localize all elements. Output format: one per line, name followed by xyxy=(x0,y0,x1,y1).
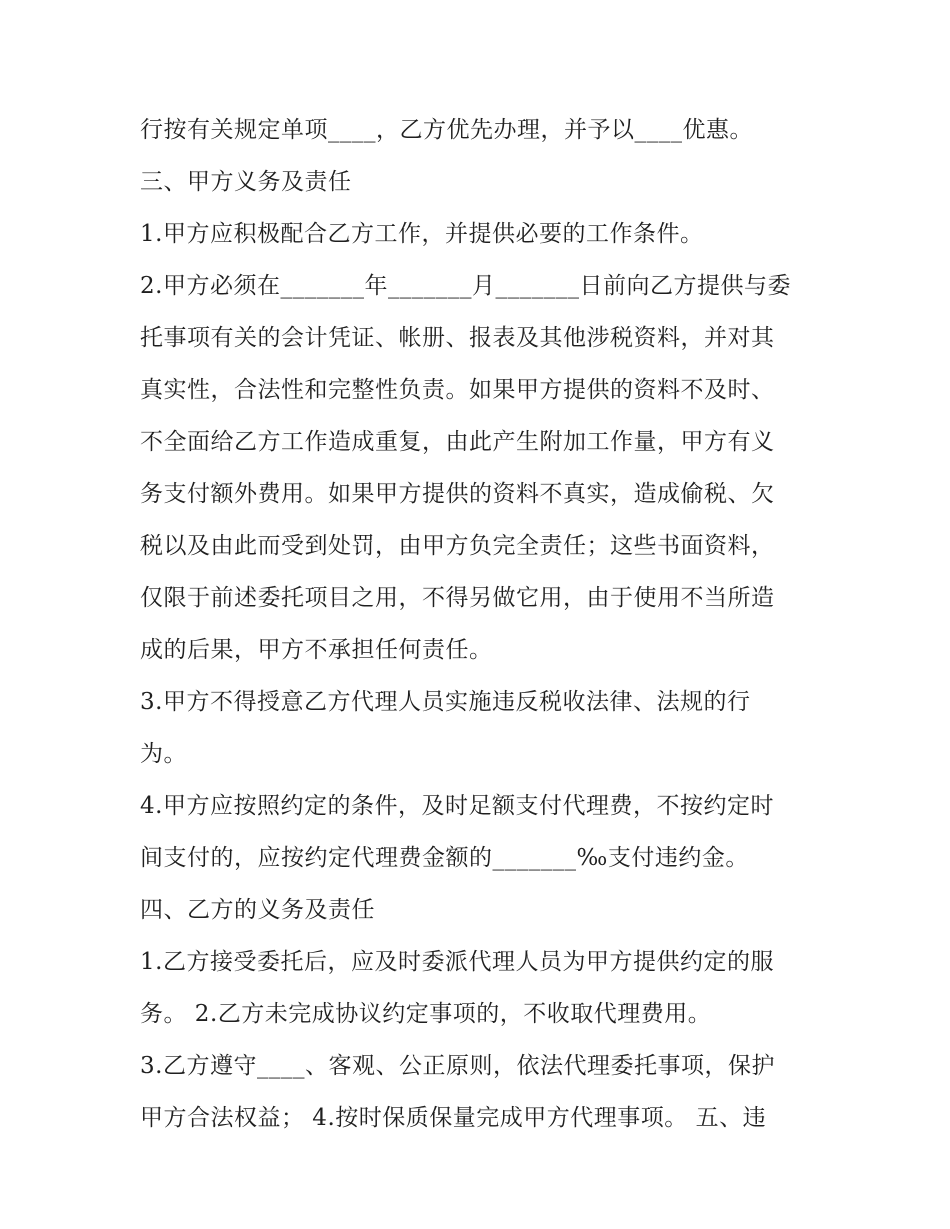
text-line: 甲方合法权益； 4.按时保质保量完成甲方代理事项。 五、违 xyxy=(140,1105,767,1131)
text-line: 3.甲方不得授意乙方代理人员实施违反税收法律、法规的行 xyxy=(140,689,751,715)
text-line: 成的后果，甲方不承担任何责任。 xyxy=(140,637,493,663)
text-line: 2.甲方必须在_______年_______月_______日前向乙方提供与委 xyxy=(140,273,791,299)
text-line: 4.甲方应按照约定的条件，及时足额支付代理费，不按约定时 xyxy=(140,793,774,819)
section-heading: 四、乙方的义务及责任 xyxy=(140,897,375,923)
text-line: 不全面给乙方工作造成重复，由此产生附加工作量，甲方有义 xyxy=(140,429,775,455)
text-line: 税以及由此而受到处罚，由甲方负完全责任；这些书面资料， xyxy=(140,533,775,559)
text-line: 仅限于前述委托项目之用，不得另做它用，由于使用不当所造 xyxy=(140,585,775,611)
text-line: 行按有关规定单项____，乙方优先办理，并予以____优惠。 xyxy=(140,117,753,143)
text-line: 间支付的，应按约定代理费金额的_______‰支付违约金。 xyxy=(140,845,749,871)
text-line: 1.乙方接受委托后，应及时委派代理人员为甲方提供约定的服 xyxy=(140,949,774,975)
text-line: 真实性，合法性和完整性负责。如果甲方提供的资料不及时、 xyxy=(140,377,775,403)
section-heading: 三、甲方义务及责任 xyxy=(140,169,352,195)
text-line: 务。 2.乙方未完成协议约定事项的，不收取代理费用。 xyxy=(140,1001,712,1027)
text-line: 1.甲方应积极配合乙方工作，并提供必要的工作条件。 xyxy=(140,221,704,247)
text-line: 为。 xyxy=(140,741,187,767)
text-line: 托事项有关的会计凭证、帐册、报表及其他涉税资料，并对其 xyxy=(140,325,775,351)
text-line: 3.乙方遵守____、客观、公正原则，依法代理委托事项，保护 xyxy=(140,1053,775,1079)
document-body xyxy=(140,104,820,1144)
text-line: 务支付额外费用。如果甲方提供的资料不真实，造成偷税、欠 xyxy=(140,481,775,507)
